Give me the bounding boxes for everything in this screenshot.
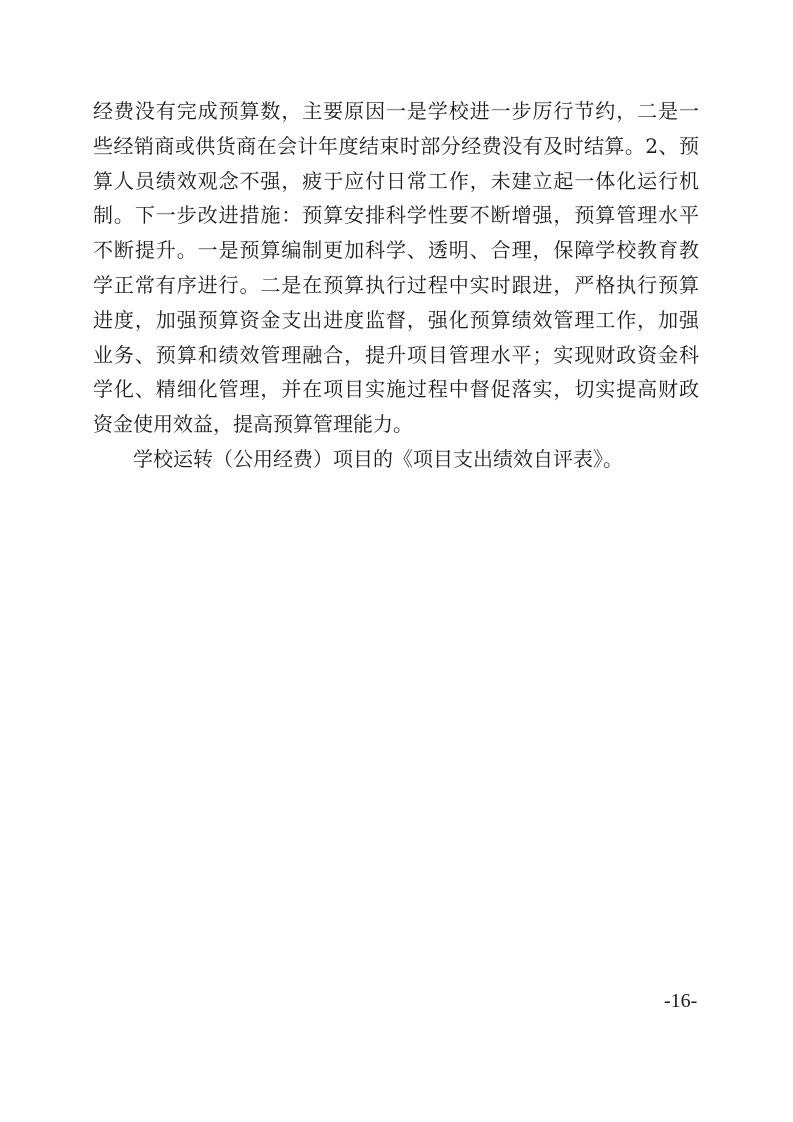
paragraph-line: 进度，加强预算资金支出进度监督，强化预算绩效管理工作，加强: [93, 307, 699, 332]
paragraph-attachment-note: 学校运转（公用经费）项目的《项目支出绩效自评表》。: [133, 446, 623, 471]
paragraph-line: 些经销商或供货商在会计年度结束时部分经费没有及时结算。2、预: [93, 133, 699, 158]
paragraph-line: 算人员绩效观念不强，疲于应付日常工作，未建立起一体化运行机: [93, 168, 699, 193]
page-number: -16-: [664, 990, 698, 1012]
paragraph-line: 业务、预算和绩效管理融合，提升项目管理水平；实现财政资金科: [93, 342, 699, 367]
body-text: [93, 94, 699, 477]
paragraph-line: 不断提升。一是预算编制更加科学、透明、合理，保障学校教育教: [93, 238, 699, 263]
paragraph-line: 学正常有序进行。二是在预算执行过程中实时跟进，严格执行预算: [93, 272, 699, 297]
paragraph-line: 资金使用效益，提高预算管理能力。: [93, 412, 413, 437]
paragraph-line: 经费没有完成预算数，主要原因一是学校进一步厉行节约，二是一: [93, 99, 699, 123]
paragraph-line: 制。下一步改进措施：预算安排科学性要不断增强，预算管理水平: [93, 203, 699, 228]
paragraph-line: 学化、精细化管理，并在项目实施过程中督促落实，切实提高财政: [93, 377, 699, 402]
